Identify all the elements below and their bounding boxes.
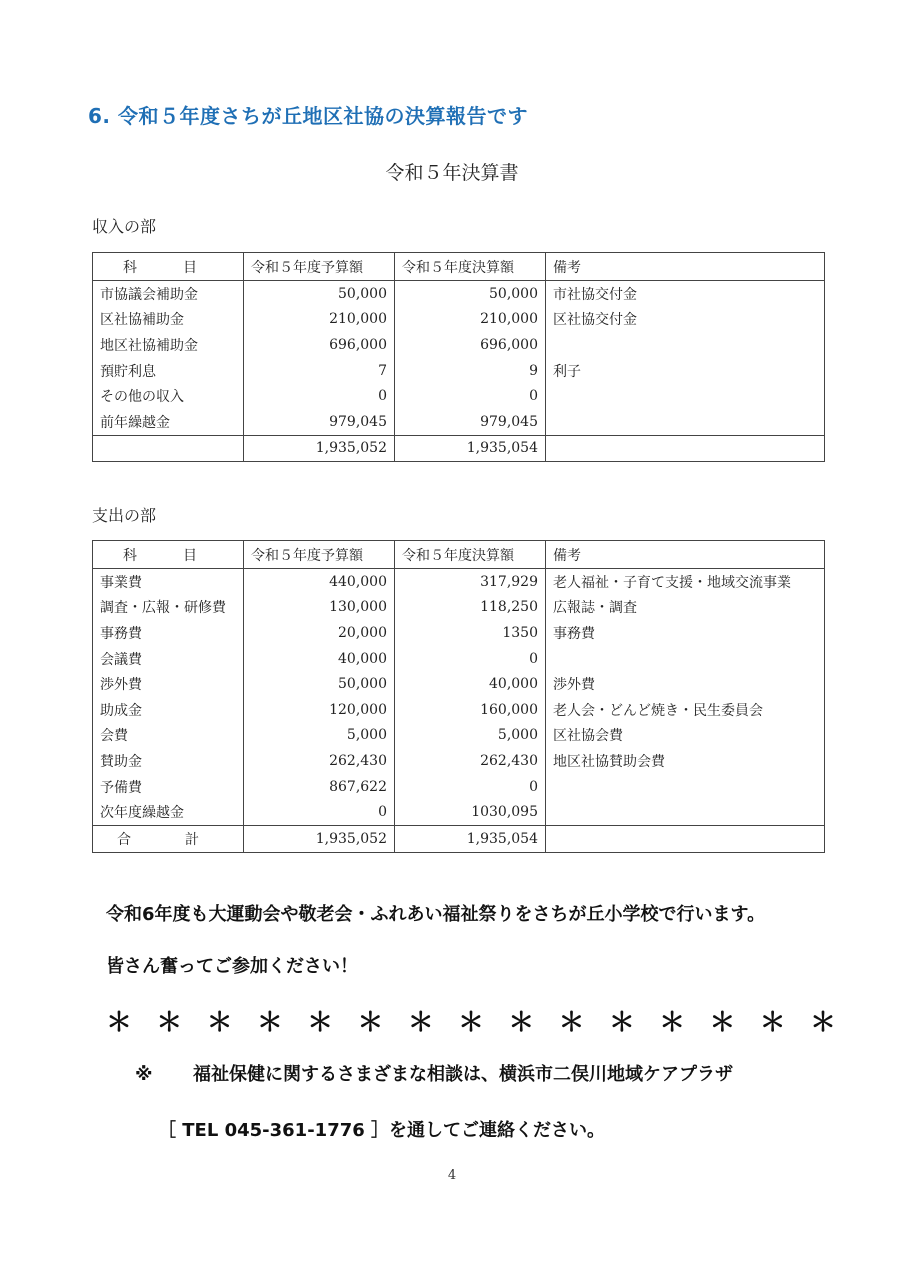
star-glyph: ＊ xyxy=(508,1008,535,1038)
table-row xyxy=(93,595,825,621)
remarks-cell: 事務費 xyxy=(546,620,825,646)
total-budget-cell: 1,935,052 xyxy=(244,825,395,852)
item-cell: 調査・広報・研修費 xyxy=(93,595,244,621)
actual-cell: 160,000 xyxy=(395,697,546,723)
budget-cell: 867,622 xyxy=(244,774,395,800)
star-glyph: ＊ xyxy=(307,1008,334,1038)
table-row xyxy=(93,358,825,384)
budget-cell: 0 xyxy=(244,799,395,825)
item-cell: 会議費 xyxy=(93,646,244,672)
remarks-cell xyxy=(546,799,825,825)
expense-table xyxy=(92,540,825,853)
remarks-cell xyxy=(546,409,825,435)
event-message: 令和6年度も大運動会や敬老会・ふれあい福祉祭りをさちが丘小学校で行います。 xyxy=(106,904,766,925)
budget-cell: 210,000 xyxy=(244,307,395,333)
star-glyph: ＊ xyxy=(709,1008,736,1038)
remarks-cell: 地区社協賛助会費 xyxy=(546,748,825,774)
budget-cell: 20,000 xyxy=(244,620,395,646)
total-actual-cell: 1,935,054 xyxy=(395,825,546,852)
header-remarks: 備考 xyxy=(546,253,825,281)
remarks-cell: 広報誌・調査 xyxy=(546,595,825,621)
document-title: 令和５年決算書 xyxy=(385,162,519,184)
total-item-cell: 合 計 xyxy=(93,825,244,852)
reference-mark: ※ xyxy=(135,1064,153,1085)
budget-cell: 120,000 xyxy=(244,697,395,723)
star-glyph: ＊ xyxy=(659,1008,686,1038)
total-item-cell xyxy=(93,435,244,462)
actual-cell: 979,045 xyxy=(395,409,546,435)
actual-cell: 0 xyxy=(395,383,546,409)
remarks-cell xyxy=(546,332,825,358)
actual-cell: 317,929 xyxy=(395,569,546,595)
table-row xyxy=(93,774,825,800)
budget-cell: 50,000 xyxy=(244,281,395,307)
total-budget-cell: 1,935,052 xyxy=(244,435,395,462)
actual-cell: 5,000 xyxy=(395,723,546,749)
actual-cell: 118,250 xyxy=(395,595,546,621)
item-cell: 預貯利息 xyxy=(93,358,244,384)
remarks-cell xyxy=(546,646,825,672)
actual-cell: 262,430 xyxy=(395,748,546,774)
budget-cell: 130,000 xyxy=(244,595,395,621)
header-item: 科 目 xyxy=(93,253,244,281)
item-cell: 予備費 xyxy=(93,774,244,800)
budget-cell: 5,000 xyxy=(244,723,395,749)
header-actual: 令和５年度決算額 xyxy=(395,541,546,569)
table-row xyxy=(93,409,825,435)
actual-cell: 0 xyxy=(395,774,546,800)
star-glyph: ＊ xyxy=(106,1008,133,1038)
remarks-cell: 老人福祉・子育て支援・地域交流事業 xyxy=(546,569,825,595)
expense-header-row xyxy=(93,541,825,569)
remarks-cell: 区社協会費 xyxy=(546,723,825,749)
header-budget: 令和５年度予算額 xyxy=(244,541,395,569)
budget-cell: 979,045 xyxy=(244,409,395,435)
total-row xyxy=(93,435,825,462)
actual-cell: 210,000 xyxy=(395,307,546,333)
item-cell: 事業費 xyxy=(93,569,244,595)
income-table xyxy=(92,252,825,462)
table-row xyxy=(93,569,825,595)
total-actual-cell: 1,935,054 xyxy=(395,435,546,462)
star-glyph: ＊ xyxy=(256,1008,283,1038)
remarks-cell: 市社協交付金 xyxy=(546,281,825,307)
header-budget: 令和５年度予算額 xyxy=(244,253,395,281)
remarks-cell: 利子 xyxy=(546,358,825,384)
item-cell: 次年度繰越金 xyxy=(93,799,244,825)
page-number: 4 xyxy=(447,1168,457,1183)
budget-cell: 7 xyxy=(244,358,395,384)
star-glyph: ＊ xyxy=(759,1008,786,1038)
star-glyph: ＊ xyxy=(608,1008,635,1038)
item-cell: 助成金 xyxy=(93,697,244,723)
income-header-row xyxy=(93,253,825,281)
actual-cell: 50,000 xyxy=(395,281,546,307)
budget-cell: 262,430 xyxy=(244,748,395,774)
total-remarks-cell xyxy=(546,435,825,462)
budget-cell: 440,000 xyxy=(244,569,395,595)
item-cell: その他の収入 xyxy=(93,383,244,409)
item-cell: 賛助金 xyxy=(93,748,244,774)
table-row xyxy=(93,697,825,723)
remarks-cell: 老人会・どんど焼き・民生委員会 xyxy=(546,697,825,723)
star-glyph: ＊ xyxy=(357,1008,384,1038)
item-cell: 会費 xyxy=(93,723,244,749)
table-row xyxy=(93,332,825,358)
consultation-note xyxy=(135,1060,733,1086)
section-heading: 6. 令和５年度さちが丘地区社協の決算報告です xyxy=(88,104,528,128)
income-section-label: 収入の部 xyxy=(92,217,157,236)
actual-cell: 0 xyxy=(395,646,546,672)
budget-cell: 40,000 xyxy=(244,646,395,672)
budget-cell: 0 xyxy=(244,383,395,409)
table-row xyxy=(93,748,825,774)
actual-cell: 1350 xyxy=(395,620,546,646)
item-cell: 市協議会補助金 xyxy=(93,281,244,307)
item-cell: 区社協補助金 xyxy=(93,307,244,333)
table-row xyxy=(93,281,825,307)
total-remarks-cell xyxy=(546,825,825,852)
item-cell: 事務費 xyxy=(93,620,244,646)
star-glyph: ＊ xyxy=(156,1008,183,1038)
header-actual: 令和５年度決算額 xyxy=(395,253,546,281)
expense-section-label: 支出の部 xyxy=(92,506,157,525)
contact-note: ［ TEL 045-361-1776 ］を通してご連絡ください。 xyxy=(158,1120,606,1141)
actual-cell: 1030,095 xyxy=(395,799,546,825)
item-cell: 地区社協補助金 xyxy=(93,332,244,358)
actual-cell: 40,000 xyxy=(395,671,546,697)
table-row xyxy=(93,723,825,749)
total-row xyxy=(93,825,825,852)
remarks-cell xyxy=(546,774,825,800)
budget-cell: 50,000 xyxy=(244,671,395,697)
star-glyph: ＊ xyxy=(457,1008,484,1038)
actual-cell: 9 xyxy=(395,358,546,384)
star-divider xyxy=(106,1002,836,1039)
remarks-cell: 渉外費 xyxy=(546,671,825,697)
item-cell: 前年繰越金 xyxy=(93,409,244,435)
table-row xyxy=(93,671,825,697)
header-item: 科 目 xyxy=(93,541,244,569)
star-glyph: ＊ xyxy=(809,1008,836,1038)
budget-cell: 696,000 xyxy=(244,332,395,358)
star-glyph: ＊ xyxy=(206,1008,233,1038)
table-row xyxy=(93,383,825,409)
actual-cell: 696,000 xyxy=(395,332,546,358)
table-row xyxy=(93,620,825,646)
consultation-text: 福祉保健に関するさまざまな相談は、横浜市二俣川地域ケアプラザ xyxy=(193,1064,733,1085)
header-remarks: 備考 xyxy=(546,541,825,569)
table-row xyxy=(93,799,825,825)
star-glyph: ＊ xyxy=(407,1008,434,1038)
remarks-cell xyxy=(546,383,825,409)
table-row xyxy=(93,307,825,333)
item-cell: 渉外費 xyxy=(93,671,244,697)
table-row xyxy=(93,646,825,672)
remarks-cell: 区社協交付金 xyxy=(546,307,825,333)
participation-message: 皆さん奮ってご参加ください！ xyxy=(106,956,358,977)
star-glyph: ＊ xyxy=(558,1008,585,1038)
